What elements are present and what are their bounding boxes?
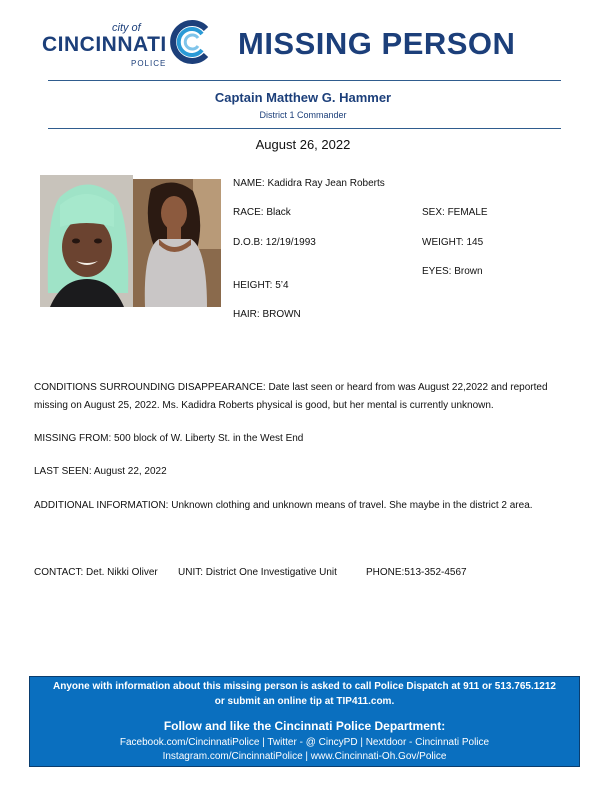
person-photo-2: [133, 179, 221, 307]
info-footer: [29, 676, 580, 767]
contact-unit: UNIT: District One Investigative Unit: [178, 567, 337, 578]
last-seen: LAST SEEN: August 22, 2022: [34, 466, 167, 477]
person-hair: HAIR: BROWN: [233, 309, 301, 320]
logo-cincinnati: CINCINNATI: [42, 33, 167, 56]
footer-social-links-2: Instagram.com/CincinnatiPolice | www.Cincinnati-Oh.Gov/Police: [162, 751, 447, 762]
bulletin-date: August 26, 2022: [255, 137, 351, 152]
person-eyes: EYES: Brown: [422, 266, 483, 277]
person-photo-1: [40, 175, 133, 307]
logo-city-of: city of: [112, 22, 141, 34]
person-sex: SEX: FEMALE: [422, 207, 488, 218]
logo-police: POLICE: [131, 59, 167, 68]
footer-social-links-1: Facebook.com/CincinnatiPolice | Twitter - @ CincyPD | Nextdoor - Cincinnati Police: [119, 737, 490, 748]
captain-name: Captain Matthew G. Hammer: [214, 90, 392, 105]
additional-information: ADDITIONAL INFORMATION: Unknown clothing and unknown means of travel. She maybe in the district 2 area.: [34, 500, 533, 511]
person-weight: WEIGHT: 145: [422, 237, 484, 248]
contact-phone: PHONE:513-352-4567: [366, 567, 467, 578]
missing-from: MISSING FROM: 500 block of W. Liberty St. in the West End: [34, 433, 304, 444]
person-name: NAME: Kadidra Ray Jean Roberts: [233, 178, 385, 189]
conditions-paragraph: CONDITIONS SURROUNDING DISAPPEARANCE: Date last seen or heard from was August 22,2022 and reported missing on August 25, 2022. Ms. Kadidra Roberts physical is good, but her mental is currently unknown.: [34, 382, 548, 411]
cincinnati-c-logo-icon: [166, 17, 216, 67]
person-height: HEIGHT: 5’4: [233, 280, 289, 291]
bottom-divider: [48, 128, 561, 129]
footer-tip-text: or submit an online tip at TIP411.com.: [214, 696, 395, 707]
page-title: MISSING PERSON: [238, 26, 516, 61]
footer-dispatch-text: Anyone with information about this missing person is asked to call Police Dispatch at 911 or 513.765.1212: [53, 681, 556, 692]
person-race: RACE: Black: [233, 207, 291, 218]
top-divider: [48, 80, 561, 81]
commander-title: District 1 Commander: [259, 110, 347, 120]
footer-follow-heading: Follow and like the Cincinnati Police Department:: [163, 719, 446, 733]
person-dob: D.O.B: 12/19/1993: [233, 237, 316, 248]
contact-detective: CONTACT: Det. Nikki Oliver: [34, 567, 158, 578]
